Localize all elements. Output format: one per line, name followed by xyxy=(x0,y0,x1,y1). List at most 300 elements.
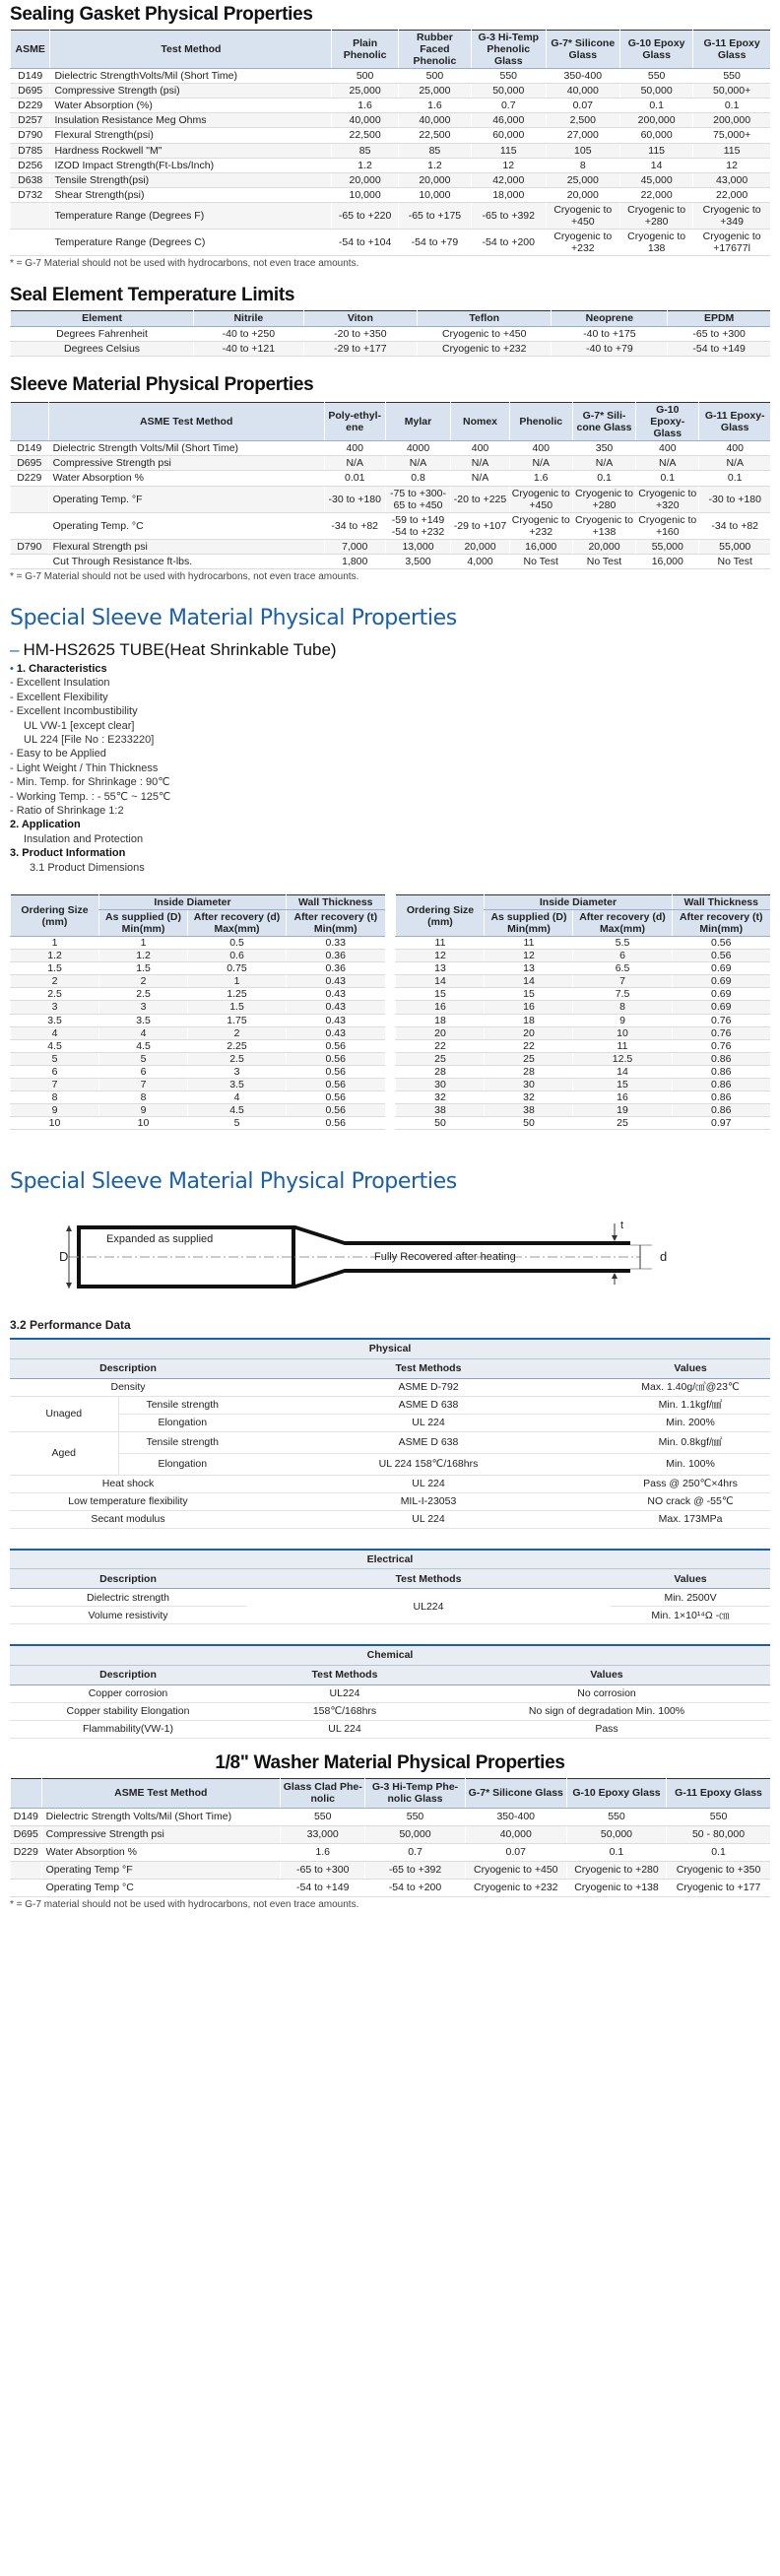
physical-cell: Pass @ 250℃×4hrs xyxy=(611,1475,770,1492)
washer-cell: 40,000 xyxy=(465,1825,566,1843)
washer-cell: Cryogenic to +232 xyxy=(465,1879,566,1896)
gasket-cell: D257 xyxy=(11,113,50,128)
washer-cell: -54 to +149 xyxy=(281,1879,365,1896)
col-recovery: After recovery (d) Max(mm) xyxy=(573,910,672,937)
dimension-cell: 12 xyxy=(396,950,485,962)
physical-cell: Min. 1.1kgf/㎟ xyxy=(611,1396,770,1414)
dimension-cell: 4.5 xyxy=(188,1103,287,1116)
dimension-cell: 0.69 xyxy=(672,1001,770,1014)
dimension-cell: 15 xyxy=(485,988,573,1001)
physical-cell: UL 224 xyxy=(246,1414,611,1431)
gasket-cell xyxy=(11,229,50,255)
sleeve-cell: Cryogenic to +232 xyxy=(509,512,572,539)
physical-cell: Low temperature flexibility xyxy=(10,1492,246,1510)
gasket-header-cell: G-3 Hi-Temp Phenolic Glass xyxy=(472,31,547,69)
gasket-header-cell: G-7* Silicone Glass xyxy=(546,31,620,69)
dimension-cell: 13 xyxy=(485,962,573,975)
dimension-row xyxy=(11,1065,385,1078)
dimension-cell: 4.5 xyxy=(99,1039,188,1052)
gasket-cell: 115 xyxy=(620,143,693,158)
dimension-cell: 2 xyxy=(99,975,188,988)
gasket-cell: Tensile Strength(psi) xyxy=(50,172,332,187)
product-info-label: 3. Product Information xyxy=(10,847,126,860)
sleeve-cell: 0.8 xyxy=(385,471,451,486)
chemical-cell: Copper stability Elongation xyxy=(10,1702,246,1720)
dimension-cell: 25 xyxy=(485,1052,573,1065)
gasket-cell: 10,000 xyxy=(332,187,398,202)
washer-cell: Dielectric Strength Volts/Mil (Short Time) xyxy=(41,1808,280,1825)
physical-cell: MIL-I-23053 xyxy=(246,1492,611,1510)
dimension-cell: 10 xyxy=(99,1117,188,1130)
sleeve-cell: -20 to +225 xyxy=(451,486,509,512)
chemical-cell: UL 224 xyxy=(246,1720,443,1738)
dimension-cell: 0.36 xyxy=(287,962,385,975)
sleeve-cell: N/A xyxy=(451,456,509,471)
dash-icon: – xyxy=(10,639,20,659)
dimension-cell: 3 xyxy=(11,1001,99,1014)
sleeve-header-cell: G-7* Sili-cone Glass xyxy=(572,403,635,441)
physical-h-test: Test Methods xyxy=(246,1358,611,1378)
dimension-cell: 14 xyxy=(396,975,485,988)
dimension-row xyxy=(11,1052,385,1065)
col-supplied: As supplied (D) Min(mm) xyxy=(99,910,188,937)
physical-density-val: Max. 1.40g/㎤@23℃ xyxy=(611,1378,770,1396)
sleeve-cell: Operating Temp. °F xyxy=(48,486,324,512)
sleeve-cell: Flexural Strength psi xyxy=(48,539,324,554)
dimension-cell: 12.5 xyxy=(573,1052,672,1065)
physical-cell: Min. 0.8kgf/㎟ xyxy=(611,1431,770,1453)
electrical-cell: Dielectric strength xyxy=(10,1589,246,1607)
electrical-h-val: Values xyxy=(611,1569,770,1589)
special-title-2: Special Sleeve Material Physical Properties xyxy=(10,1169,457,1195)
dimension-row xyxy=(11,1026,385,1039)
sleeve-cell: N/A xyxy=(451,471,509,486)
dimension-cell: 3.5 xyxy=(99,1014,188,1026)
sleeve-row xyxy=(11,471,771,486)
dimension-row xyxy=(11,1078,385,1090)
dimension-cell: 5 xyxy=(11,1052,99,1065)
dimension-cell: 0.43 xyxy=(287,1014,385,1026)
sleeve-cell: Compressive Strength psi xyxy=(48,456,324,471)
gasket-table xyxy=(10,30,770,256)
gasket-header-row xyxy=(11,31,771,69)
sleeve-cell: 1.6 xyxy=(509,471,572,486)
dimension-table-left xyxy=(10,894,385,1130)
chemical-block xyxy=(10,1644,770,1739)
seal-table xyxy=(10,310,770,357)
gasket-cell: 0.7 xyxy=(472,99,547,113)
gasket-cell: 350-400 xyxy=(546,69,620,84)
gasket-row xyxy=(11,187,771,202)
electrical-cell: Min. 2500V xyxy=(611,1589,770,1607)
d-small-label: d xyxy=(660,1249,668,1265)
d-big-label: D xyxy=(59,1249,69,1265)
sleeve-cell: D149 xyxy=(11,441,49,456)
gasket-cell: -65 to +175 xyxy=(398,202,471,229)
sleeve-cell: 400 xyxy=(699,441,770,456)
gasket-cell: 550 xyxy=(620,69,693,84)
gasket-note: * = G-7 Material should not be used with hydrocarbons, not even trace amounts. xyxy=(10,258,359,269)
gasket-row xyxy=(11,229,771,255)
sleeve-cell: 400 xyxy=(324,441,385,456)
gasket-header-cell: Plain Phenolic xyxy=(332,31,398,69)
gasket-cell: Temperature Range (Degrees F) xyxy=(50,202,332,229)
sleeve-row xyxy=(11,456,771,471)
washer-cell xyxy=(11,1879,42,1896)
electrical-method: UL224 xyxy=(246,1589,611,1624)
char-item: - Ratio of Shrinkage 1:2 xyxy=(10,804,124,817)
dimension-cell: 6 xyxy=(573,950,672,962)
gasket-cell: 60,000 xyxy=(472,128,547,143)
washer-cell: Operating Temp °F xyxy=(41,1861,280,1879)
gasket-cell: 0.1 xyxy=(693,99,770,113)
gasket-row xyxy=(11,128,771,143)
dimension-cell: 20 xyxy=(396,1026,485,1039)
seal-header-cell: EPDM xyxy=(668,311,770,327)
dimension-cell: 30 xyxy=(396,1078,485,1090)
gasket-cell: Insulation Resistance Meg Ohms xyxy=(50,113,332,128)
col-size: Ordering Size (mm) xyxy=(396,894,485,936)
washer-cell: Water Absorption % xyxy=(41,1843,280,1861)
dimension-row xyxy=(396,1039,770,1052)
gasket-cell: D790 xyxy=(11,128,50,143)
dimension-cell: 7.5 xyxy=(573,988,672,1001)
dimension-cell: 32 xyxy=(485,1090,573,1103)
product-name: HM-HS2625 TUBE(Heat Shrinkable Tube) xyxy=(23,639,337,659)
gasket-cell: Flexural Strength(psi) xyxy=(50,128,332,143)
sleeve-row xyxy=(11,512,771,539)
washer-row xyxy=(11,1808,771,1825)
gasket-cell: D638 xyxy=(11,172,50,187)
physical-cell: NO crack @ -55℃ xyxy=(611,1492,770,1510)
gasket-cell: Cryogenic to 138 xyxy=(620,229,693,255)
sleeve-cell: 400 xyxy=(451,441,509,456)
seal-header-cell: Nitrile xyxy=(194,311,304,327)
sleeve-cell xyxy=(11,554,49,568)
dimension-cell: 0.43 xyxy=(287,1001,385,1014)
sleeve-cell: -30 to +180 xyxy=(699,486,770,512)
washer-note: * = G-7 material should not be used with hydrocarbons, not even trace amounts. xyxy=(10,1898,359,1910)
chemical-table xyxy=(10,1644,770,1739)
sleeve-row xyxy=(11,554,771,568)
dimension-cell: 9 xyxy=(573,1014,672,1026)
washer-cell xyxy=(11,1861,42,1879)
electrical-cell: Volume resistivity xyxy=(10,1607,246,1624)
dimension-cell: 8 xyxy=(11,1090,99,1103)
gasket-cell: 18,000 xyxy=(472,187,547,202)
gasket-cell: Hardness Rockwell "M" xyxy=(50,143,332,158)
washer-row xyxy=(11,1843,771,1861)
dimension-cell: 0.76 xyxy=(672,1039,770,1052)
dimension-row xyxy=(11,1001,385,1014)
dimension-cell: 11 xyxy=(573,1039,672,1052)
gasket-cell: 105 xyxy=(546,143,620,158)
washer-cell: Cryogenic to +450 xyxy=(465,1861,566,1879)
sleeve-cell: 16,000 xyxy=(509,539,572,554)
gasket-cell: D785 xyxy=(11,143,50,158)
dimension-cell: 4.5 xyxy=(11,1039,99,1052)
physical-aged: Aged xyxy=(10,1431,118,1475)
washer-header-cell xyxy=(11,1778,42,1808)
washer-header-cell: Glass Clad Phe-nolic xyxy=(281,1778,365,1808)
washer-title: 1/8" Washer Material Physical Properties xyxy=(215,1751,565,1773)
sleeve-cell: 0.1 xyxy=(572,471,635,486)
sleeve-cell xyxy=(11,512,49,539)
gasket-cell: 42,000 xyxy=(472,172,547,187)
dimension-cell: 1 xyxy=(11,937,99,950)
physical-cell: UL 224 xyxy=(246,1475,611,1492)
gasket-cell: Cryogenic to +280 xyxy=(620,202,693,229)
gasket-cell: 8 xyxy=(546,158,620,172)
col-wall-recovery: After recovery (t) Min(mm) xyxy=(672,910,770,937)
gasket-cell: 1.6 xyxy=(398,99,471,113)
gasket-cell: Cryogenic to +17677l xyxy=(693,229,770,255)
physical-cell: UL 224 xyxy=(246,1510,611,1528)
dimension-cell: 1 xyxy=(188,975,287,988)
chemical-h-desc: Description xyxy=(10,1665,246,1684)
dimension-cell: 12 xyxy=(485,950,573,962)
dimension-cell: 0.43 xyxy=(287,988,385,1001)
gasket-cell: 1.2 xyxy=(398,158,471,172)
dimension-cell: 0.56 xyxy=(287,1039,385,1052)
dimension-cell: 4 xyxy=(188,1090,287,1103)
gasket-cell: 0.1 xyxy=(620,99,693,113)
sleeve-cell: 1,800 xyxy=(324,554,385,568)
sleeve-header-cell: G-10 Epoxy-Glass xyxy=(636,403,699,441)
sleeve-header-cell: ASME Test Method xyxy=(48,403,324,441)
sleeve-cell: D695 xyxy=(11,456,49,471)
dimension-cell: 5.5 xyxy=(573,937,672,950)
gasket-cell: 40,000 xyxy=(398,113,471,128)
performance-title: 3.2 Performance Data xyxy=(10,1318,131,1333)
gasket-cell: Water Absorption (%) xyxy=(50,99,332,113)
physical-cell: Elongation xyxy=(118,1414,246,1431)
col-supplied: As supplied (D) Min(mm) xyxy=(485,910,573,937)
sleeve-cell: Operating Temp. °C xyxy=(48,512,324,539)
dimension-cell: 13 xyxy=(396,962,485,975)
seal-cell: -40 to +121 xyxy=(194,342,304,357)
electrical-block xyxy=(10,1549,770,1625)
sleeve-note: * = G-7 Material should not be used with hydrocarbons, not even trace amounts. xyxy=(10,570,359,582)
dimension-cell: 0.69 xyxy=(672,962,770,975)
physical-unaged: Unaged xyxy=(10,1396,118,1431)
dimension-row xyxy=(396,1103,770,1116)
dimension-row xyxy=(396,1065,770,1078)
washer-cell: D695 xyxy=(11,1825,42,1843)
chemical-cell: UL224 xyxy=(246,1684,443,1702)
sleeve-header-cell: Poly-ethyl-ene xyxy=(324,403,385,441)
washer-cell: 350-400 xyxy=(465,1808,566,1825)
gasket-cell: 20,000 xyxy=(332,172,398,187)
washer-header-cell: G-10 Epoxy Glass xyxy=(566,1778,666,1808)
col-recovery: After recovery (d) Max(mm) xyxy=(188,910,287,937)
bullet-icon: • xyxy=(10,662,14,675)
gasket-cell: 1.6 xyxy=(332,99,398,113)
seal-title: Seal Element Temperature Limits xyxy=(10,285,295,305)
sleeve-cell: 4000 xyxy=(385,441,451,456)
application-label: 2. Application xyxy=(10,819,81,831)
gasket-row xyxy=(11,84,771,99)
dimension-cell: 32 xyxy=(396,1090,485,1103)
washer-cell: 50,000 xyxy=(365,1825,465,1843)
dimension-cell: 1.5 xyxy=(99,962,188,975)
dimension-tables xyxy=(10,894,770,1130)
washer-header-cell: ASME Test Method xyxy=(41,1778,280,1808)
dimension-cell: 0.86 xyxy=(672,1065,770,1078)
dimension-row xyxy=(396,1014,770,1026)
sleeve-header-cell: G-11 Epoxy-Glass xyxy=(699,403,770,441)
sleeve-cell: -75 to +300-65 to +450 xyxy=(385,486,451,512)
electrical-table xyxy=(10,1549,770,1625)
washer-header-row xyxy=(11,1778,771,1808)
dimension-cell: 0.43 xyxy=(287,1026,385,1039)
col-inside-diameter: Inside Diameter xyxy=(99,894,287,909)
dimension-cell: 0.86 xyxy=(672,1052,770,1065)
washer-cell: Cryogenic to +177 xyxy=(667,1879,770,1896)
dimension-cell: 10 xyxy=(11,1117,99,1130)
dimension-cell: 18 xyxy=(396,1014,485,1026)
physical-cell: Tensile strength xyxy=(118,1431,246,1453)
sleeve-cell: 3,500 xyxy=(385,554,451,568)
application-text: Insulation and Protection xyxy=(24,832,144,845)
dimension-cell: 0.56 xyxy=(672,937,770,950)
sleeve-header-cell: Nomex xyxy=(451,403,509,441)
washer-cell: 50 - 80,000 xyxy=(667,1825,770,1843)
gasket-cell: D695 xyxy=(11,84,50,99)
physical-cell: UL 224 158℃/168hrs xyxy=(246,1453,611,1475)
expanded-label: Expanded as supplied xyxy=(106,1233,214,1246)
dimension-cell: 0.97 xyxy=(672,1117,770,1130)
gasket-header-cell: Rubber Faced Phenolic xyxy=(398,31,471,69)
seal-cell: -40 to +250 xyxy=(194,327,304,342)
sleeve-cell: 55,000 xyxy=(636,539,699,554)
seal-cell: -29 to +177 xyxy=(303,342,417,357)
dimension-cell: 7 xyxy=(573,975,672,988)
gasket-cell: D229 xyxy=(11,99,50,113)
dimension-row xyxy=(396,1078,770,1090)
washer-header-cell: G-7* Silicone Glass xyxy=(465,1778,566,1808)
gasket-cell: 20,000 xyxy=(398,172,471,187)
gasket-cell: 1.2 xyxy=(332,158,398,172)
sleeve-cell: -30 to +180 xyxy=(324,486,385,512)
washer-cell: Operating Temp °C xyxy=(41,1879,280,1896)
dimension-cell: 5 xyxy=(188,1117,287,1130)
washer-cell: D149 xyxy=(11,1808,42,1825)
sleeve-cell: -29 to +107 xyxy=(451,512,509,539)
sleeve-cell: N/A xyxy=(509,456,572,471)
dimension-cell: 25 xyxy=(573,1117,672,1130)
dimension-cell: 4 xyxy=(11,1026,99,1039)
dimension-cell: 8 xyxy=(573,1001,672,1014)
washer-row xyxy=(11,1861,771,1879)
washer-cell: 0.1 xyxy=(667,1843,770,1861)
chemical-cell: Pass xyxy=(443,1720,770,1738)
dimension-cell: 9 xyxy=(11,1103,99,1116)
physical-density: Density xyxy=(10,1378,246,1396)
dimension-cell: 2.5 xyxy=(11,988,99,1001)
dimension-cell: 1.5 xyxy=(11,962,99,975)
dimension-cell: 4 xyxy=(99,1026,188,1039)
seal-cell: -40 to +79 xyxy=(552,342,668,357)
sleeve-cell: N/A xyxy=(385,456,451,471)
seal-header-cell: Viton xyxy=(303,311,417,327)
dimension-row xyxy=(11,975,385,988)
gasket-cell: Cryogenic to +349 xyxy=(693,202,770,229)
gasket-header-cell: G-11 Epoxy Glass xyxy=(693,31,770,69)
dimension-cell: 7 xyxy=(11,1078,99,1090)
characteristics-label: 1. Characteristics xyxy=(16,662,107,675)
washer-cell: Compressive Strength psi xyxy=(41,1825,280,1843)
chemical-cell: Flammability(VW-1) xyxy=(10,1720,246,1738)
dimension-cell: 0.69 xyxy=(672,988,770,1001)
chemical-cell: Copper corrosion xyxy=(10,1684,246,1702)
char-item: - Excellent Flexibility xyxy=(10,691,108,703)
washer-cell: 550 xyxy=(566,1808,666,1825)
char-item: UL 224 [File No : E233220] xyxy=(24,733,155,746)
sleeve-header-cell xyxy=(11,403,49,441)
seal-cell: -54 to +149 xyxy=(668,342,770,357)
physical-block xyxy=(10,1338,770,1529)
sleeve-row xyxy=(11,441,771,456)
chemical-cell: No sign of degradation Min. 100% xyxy=(443,1702,770,1720)
col-wall: Wall Thickness xyxy=(672,894,770,909)
dimension-cell: 11 xyxy=(485,937,573,950)
dimension-row xyxy=(11,1014,385,1026)
dimension-cell: 6.5 xyxy=(573,962,672,975)
physical-table xyxy=(10,1338,770,1529)
gasket-row xyxy=(11,99,771,113)
dimension-cell: 1.25 xyxy=(188,988,287,1001)
chemical-cell: 158℃/168hrs xyxy=(246,1702,443,1720)
dimension-cell: 14 xyxy=(573,1065,672,1078)
dimension-row xyxy=(396,1026,770,1039)
seal-cell: Cryogenic to +232 xyxy=(418,342,552,357)
gasket-cell: 200,000 xyxy=(620,113,693,128)
physical-cell: Elongation xyxy=(118,1453,246,1475)
col-wall-recovery: After recovery (t) Min(mm) xyxy=(287,910,385,937)
dimension-cell: 0.86 xyxy=(672,1078,770,1090)
sleeve-cell: D790 xyxy=(11,539,49,554)
char-item: - Excellent Incombustibility xyxy=(10,705,138,718)
dimension-cell: 7 xyxy=(99,1078,188,1090)
dimension-row xyxy=(11,937,385,950)
sleeve-cell: -59 to +149 -54 to +232 xyxy=(385,512,451,539)
sleeve-cell: Dielectric Strength Volts/Mil (Short Time) xyxy=(48,441,324,456)
dimension-row xyxy=(396,988,770,1001)
sleeve-row xyxy=(11,486,771,512)
gasket-cell: 75,000+ xyxy=(693,128,770,143)
dimension-cell: 0.86 xyxy=(672,1103,770,1116)
gasket-header-cell: ASME xyxy=(11,31,50,69)
dimension-cell: 0.69 xyxy=(672,975,770,988)
dimension-cell: 0.56 xyxy=(287,1065,385,1078)
dimension-cell: 0.6 xyxy=(188,950,287,962)
gasket-cell: D256 xyxy=(11,158,50,172)
gasket-cell: 14 xyxy=(620,158,693,172)
sleeve-cell: -34 to +82 xyxy=(699,512,770,539)
sleeve-cell: Cryogenic to +280 xyxy=(572,486,635,512)
dimension-cell: 10 xyxy=(573,1026,672,1039)
sleeve-cell: Water Absorption % xyxy=(48,471,324,486)
recovered-label: Fully Recovered after heating xyxy=(374,1251,516,1264)
dimension-cell: 0.56 xyxy=(287,1078,385,1090)
gasket-row xyxy=(11,202,771,229)
washer-cell: Cryogenic to +280 xyxy=(566,1861,666,1879)
gasket-title: Sealing Gasket Physical Properties xyxy=(10,4,313,25)
dimension-cell: 2 xyxy=(188,1026,287,1039)
gasket-cell: 45,000 xyxy=(620,172,693,187)
dimension-cell: 1.2 xyxy=(11,950,99,962)
